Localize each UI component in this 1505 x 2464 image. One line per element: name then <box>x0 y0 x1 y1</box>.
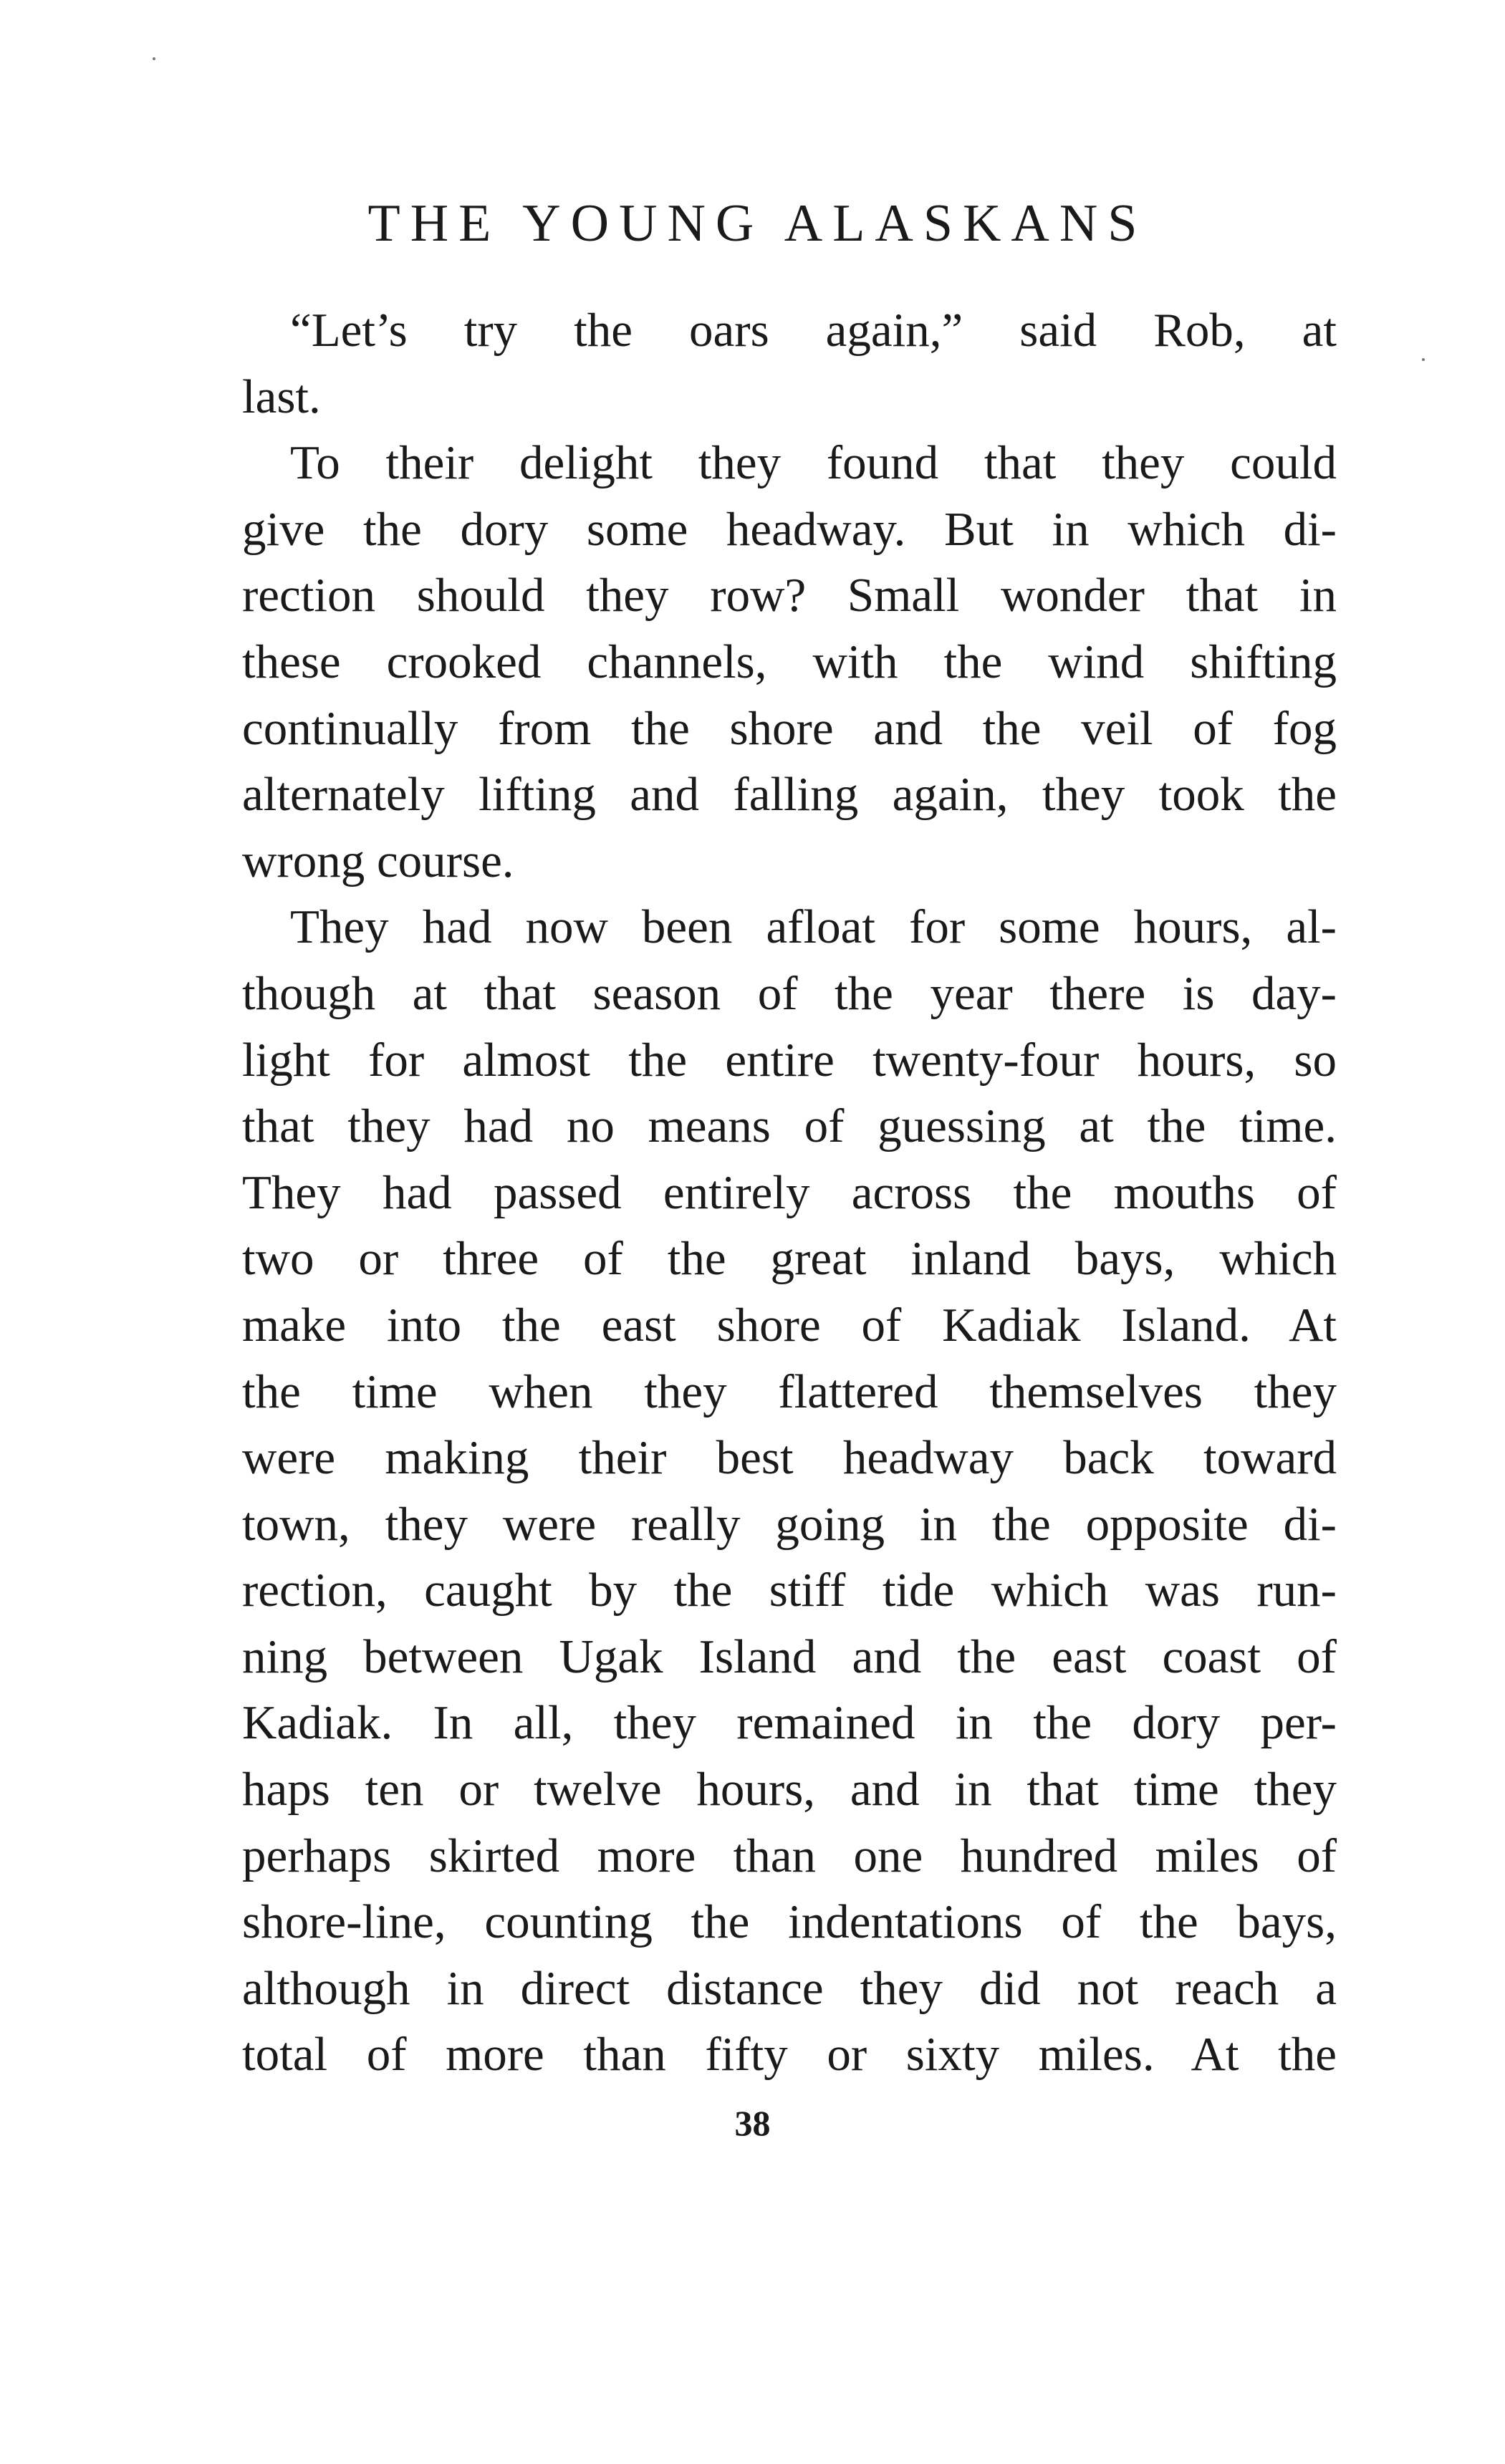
text-line: light for almost the entire twenty-four hours, so <box>242 1033 1337 1087</box>
page-number: 38 <box>734 2103 771 2143</box>
text-line: these crooked channels, with the wind shifting <box>242 635 1337 688</box>
text-line: last. <box>242 370 321 423</box>
text-line: “Let’s try the oars again,” said Rob, at <box>290 304 1337 357</box>
paper-speck <box>153 57 155 60</box>
paragraph-3 <box>242 894 1337 2088</box>
text-line: To their delight they found that they could <box>290 436 1337 490</box>
text-line: though at that season of the year there is day- <box>242 966 1337 1020</box>
text-line: rection, caught by the stiff tide which was run- <box>242 1564 1337 1617</box>
running-head: THE YOUNG ALASKANS <box>367 194 1148 253</box>
text-line: continually from the shore and the veil of fog <box>242 701 1337 755</box>
paragraph-1 <box>242 297 1337 430</box>
text-line: ning between Ugak Island and the east coast of <box>242 1630 1337 1683</box>
text-line: shore-line, counting the indentations of the bays, <box>242 1895 1337 1949</box>
text-line: were making their best headway back toward <box>242 1431 1337 1485</box>
text-line: town, they were really going in the opposite di- <box>242 1497 1337 1551</box>
text-line: alternately lifting and falling again, they took the <box>242 768 1337 822</box>
text-line: make into the east shore of Kadiak Island. At <box>242 1298 1337 1352</box>
paragraph-2 <box>242 430 1337 894</box>
text-line: Kadiak. In all, they remained in the dory per- <box>242 1696 1337 1750</box>
text-line: haps ten or twelve hours, and in that time they <box>242 1763 1337 1816</box>
text-line: perhaps skirted more than one hundred miles of <box>242 1829 1337 1882</box>
body-text <box>242 297 1337 2088</box>
text-line: They had now been afloat for some hours, al- <box>290 900 1337 954</box>
text-line: that they had no means of guessing at the time. <box>242 1099 1337 1153</box>
paper-speck <box>1422 358 1425 361</box>
text-line: They had passed entirely across the mouths of <box>242 1165 1337 1219</box>
text-line: two or three of the great inland bays, which <box>242 1232 1337 1286</box>
text-line: although in direct distance they did not reach a <box>242 1961 1337 2015</box>
text-line: wrong course. <box>242 834 514 887</box>
text-line: rection should they row? Small wonder that in <box>242 569 1337 622</box>
text-line: total of more than fifty or sixty miles. At the <box>242 2028 1337 2082</box>
text-line: the time when they flattered themselves they <box>242 1365 1337 1418</box>
text-line: give the dory some headway. But in which di- <box>242 502 1337 556</box>
